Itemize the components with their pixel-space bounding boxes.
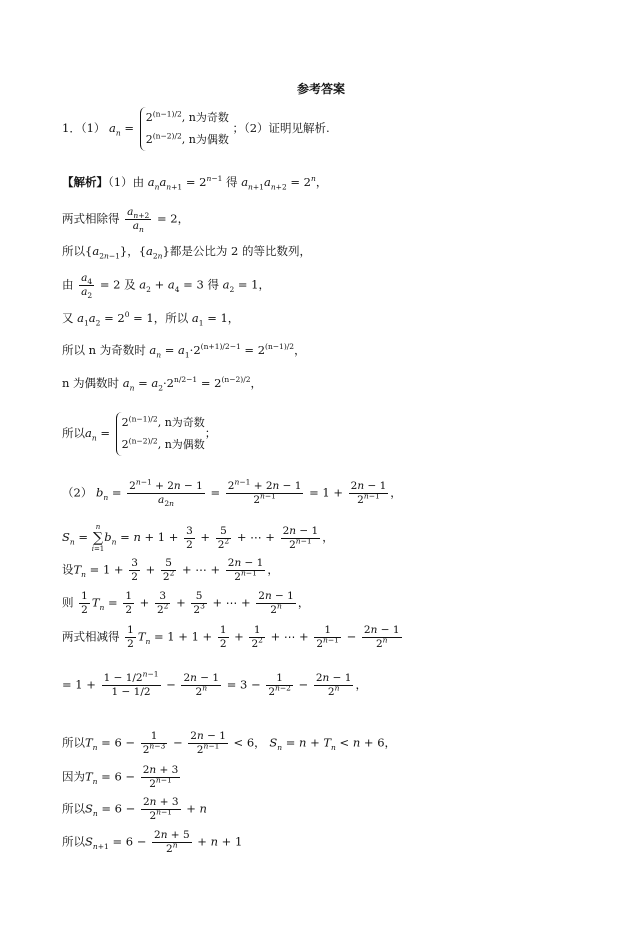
analysis-line-7: n 为偶数时 $a_n = a_2\cdot 2^{n/2-1} = 2^{(n-2)/2}$，: [62, 375, 262, 393]
analysis-line-17: 所以$S_n = 6$ − $\frac{2n + 3}{2^{n-1}}$ + n: [62, 796, 207, 822]
analysis-line-5: 又 $a_1a_2 = 2^0 = 1$，所以 $a_1 = 1$，: [62, 310, 240, 328]
analysis-line-9: （2） $b_n$ = $\frac{2^{n-1} + 2n - 1}{a_{2n}}$ = $\frac{2^{n-1} + 2n - 1}{2^{n-1}}$ = 1 + $\frac{2n - 1}{2^{n-1}}$ ，: [62, 477, 402, 509]
analysis-line-1: 【解析】（1）由 $a_na_{n+1} = 2^{n-1}$ 得 $a_{n+1}a_{n+2} = 2^n$，: [62, 174, 328, 192]
analysis-line-16: 因为$T_n = 6$ − $\frac{2n + 3}{2^{n-1}}$: [62, 764, 179, 790]
analysis-line-10: $S_n$ = n ∑ i=1 $b_n = n + 1$ + $\frac{3}{2}$ + $\frac{5}{2^2}$ + ⋯ + $\frac{2n - 1}{2^{n-1}}$ ，: [62, 523, 334, 553]
piecewise-formula: $2^{(n-1)/2}$, n为奇数 $2^{(n-2)/2}$, n为偶数: [140, 107, 229, 151]
analysis-line-18: 所以$S_{n+1} = 6$ − $\frac{2n + 5}{2^n}$ + n + 1: [62, 829, 243, 855]
answer-line: 1．（1） $a_n$ = $2^{(n-1)/2}$, n为奇数 $2^{(n-2)/2}$, n为偶数 ；（2）证明见解析.: [62, 107, 330, 151]
analysis-line-6: 所以 n 为奇数时 $a_n = a_1\cdot 2^{(n+1)/2-1} = 2^{(n-1)/2}$，: [62, 342, 306, 360]
page-title: 参考答案: [296, 82, 345, 96]
analysis-line-11: 设$T_n = 1$ + $\frac{3}{2}$ + $\frac{5}{2^2}$ + ⋯ + $\frac{2n - 1}{2^{n-1}}$ ，: [62, 557, 279, 583]
analysis-line-13: 两式相减得 $\frac{1}{2}$ $T_n = 1 + 1$ + $\frac{1}{2}$ + $\frac{1}{2^2}$ + ⋯ + $\frac{1}{2^{n-1}}$ − $\frac{2n - 1}{2^n}$: [62, 624, 400, 650]
analysis-line-14: = 1 + $\frac{1 - 1/2^{n-1}}{1 - 1/2}$ − $\frac{2n - 1}{2^n}$ = 3 − $\frac{1}{2^{n-2}}$ − $\frac{2n - 1}{2^n}$ ，: [62, 669, 367, 698]
analysis-line-8: 所以$a_n$ = $2^{(n-1)/2}$, n为奇数 $2^{(n-2)/2}$, n为偶数 ；: [62, 412, 216, 456]
analysis-line-15: 所以$T_n = 6$ − $\frac{1}{2^{n-3}}$ − $\frac{2n - 1}{2^{n-1}}$ < 6， $S_n = n + T_n < n + 6$，: [62, 730, 397, 756]
answer-number: 1．（1）: [62, 121, 106, 135]
analysis-line-12: 则 $\frac{1}{2}$ $T_n$ = $\frac{1}{2}$ + $\frac{3}{2^2}$ + $\frac{5}{2^3}$ + ⋯ + $\frac{2n - 1}{2^n}$ ，: [62, 590, 310, 616]
answer-part2: ；（2）证明见解析.: [232, 121, 330, 135]
analysis-line-4: 由 $\frac{a_4}{a_2}$ = 2 及 $a_2 + a_4 = 3$ 得 $a_2 = 1$，: [62, 272, 270, 301]
analysis-line-2: 两式相除得 $\frac{a_{n+2}}{a_n}$ = 2，: [62, 206, 190, 235]
analysis-line-3: 所以$\{a_{2n-1}\}$，$\{a_{2n}\}$都是公比为 2 的等比数列，: [62, 244, 311, 261]
analysis-tag: 【解析】: [62, 175, 108, 189]
